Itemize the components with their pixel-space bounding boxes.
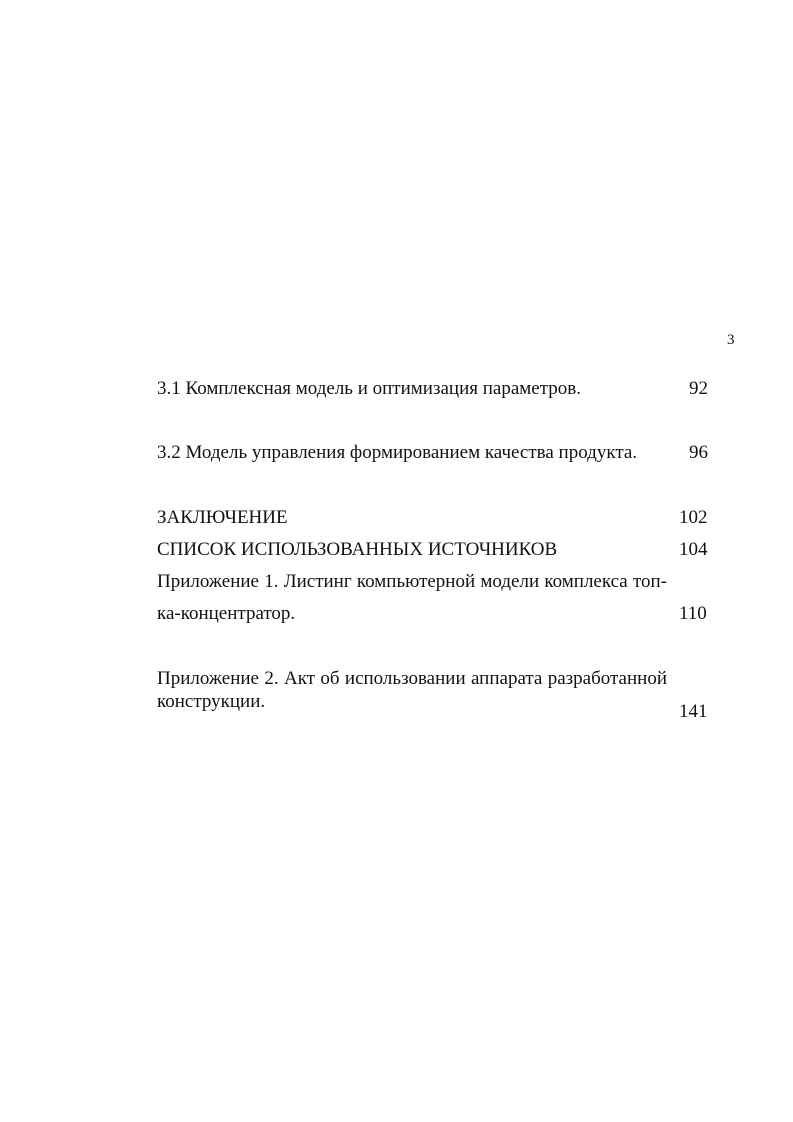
toc-entry-title-line1: Приложение 1. Листинг компьютерной модели комплекса топ- [157, 571, 667, 592]
toc-entry-page: 92 [689, 378, 708, 399]
toc-entry-title: 3.2 Модель управления формированием качества продукта. [157, 442, 638, 463]
toc-entry-page: 141 [679, 701, 708, 722]
toc-entry-title-line2: ка-концентратор. [157, 603, 296, 624]
page-number: 3 [727, 332, 735, 348]
toc-entry-title-line2: конструкции. [157, 691, 266, 712]
toc-entry-page: 104 [679, 539, 708, 560]
toc-entry-title: СПИСОК ИСПОЛЬЗОВАННЫХ ИСТОЧНИКОВ [157, 539, 558, 560]
toc-entry-page: 96 [689, 442, 708, 463]
toc-entry-page: 102 [679, 507, 708, 528]
toc-entry-title-line1: Приложение 2. Акт об использовании аппарата разработанной [157, 668, 667, 689]
toc-entry-title: 3.1 Комплексная модель и оптимизация параметров. [157, 378, 581, 399]
toc-entry-page: 110 [679, 603, 707, 624]
toc-entry-title: ЗАКЛЮЧЕНИЕ [157, 507, 288, 528]
